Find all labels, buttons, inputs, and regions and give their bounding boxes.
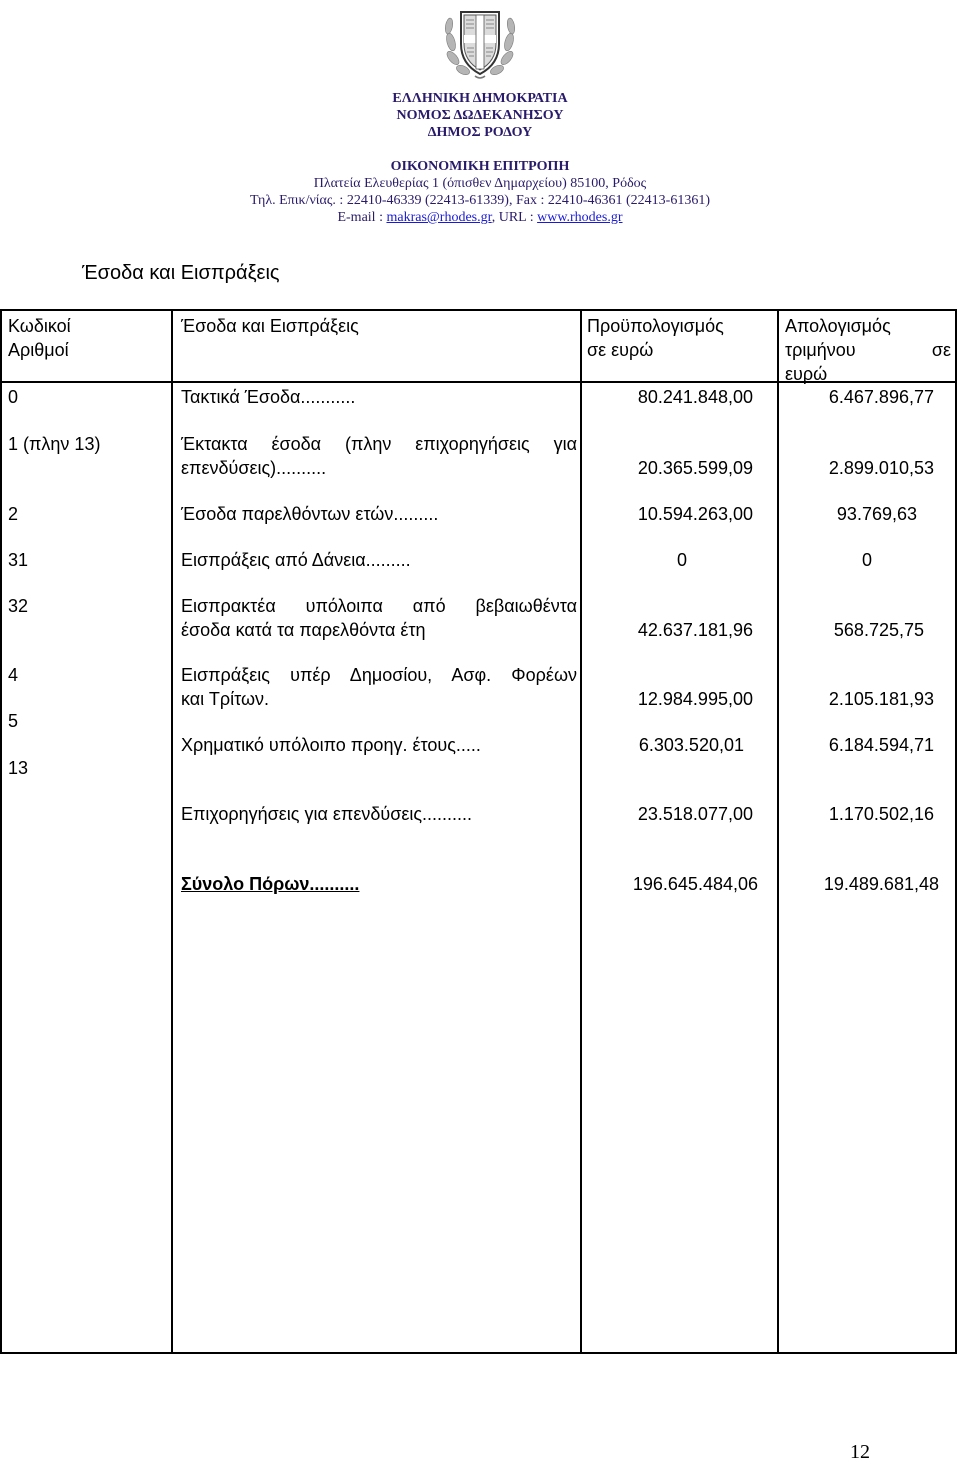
letterhead-address: Πλατεία Ελευθερίας 1 (όπισθεν Δημαρχείου) 85100, Ρόδος — [313, 176, 647, 191]
header-actual-word: τριμήνου — [785, 340, 856, 360]
row-description-line2: και Τρίτων. — [181, 689, 270, 709]
row-actual: 6.467.896,77 — [828, 387, 934, 407]
row-budget: 23.518.077,00 — [637, 804, 753, 824]
page-number: 12 — [850, 1441, 870, 1463]
url-label: , URL : — [491, 210, 538, 225]
header-actual-line1: Απολογισμός — [785, 316, 891, 336]
row-description-line2: επενδύσεις).......... — [181, 458, 327, 478]
row-description: Εισπράξεις από Δάνεια......... — [181, 550, 411, 570]
header-budget-line2: σε ευρώ — [587, 340, 654, 360]
row-budget: 80.241.848,00 — [637, 387, 753, 407]
header-budget — [587, 314, 773, 362]
row-budget: 20.365.599,09 — [637, 458, 753, 478]
row-code: 4 — [8, 665, 19, 685]
row-description: Χρηματικό υπόλοιπο προηγ. έτους..... — [181, 735, 481, 755]
row-description-line1: Εισπράξεις υπέρ Δημοσίου, Ασφ. Φορέων — [181, 665, 577, 685]
row-budget: 42.637.181,96 — [637, 620, 753, 640]
letterhead-prefecture: ΝΟΜΟΣ ΔΩΔΕΚΑΝΗΣΟΥ — [396, 108, 564, 123]
email-link[interactable]: makras@rhodes.gr — [386, 210, 492, 225]
table-top-border — [0, 309, 957, 311]
row-actual: 0 — [861, 550, 872, 570]
row-budget: 6.303.520,01 — [638, 735, 744, 755]
table-left-border — [0, 309, 2, 1354]
total-label: Σύνολο Πόρων.......... — [181, 874, 360, 894]
row-description-line1: Έκτακτα έσοδα (πλην επιχορηγήσεις για — [181, 434, 577, 454]
table-right-border — [955, 309, 957, 1354]
table-bottom-border — [0, 1352, 957, 1354]
row-budget: 10.594.263,00 — [637, 504, 753, 524]
letterhead-republic: ΕΛΛΗΝΙΚΗ ΔΗΜΟΚΡΑΤΙΑ — [392, 91, 568, 106]
row-code: 1 (πλην 13) — [8, 434, 101, 454]
row-actual: 1.170.502,16 — [828, 804, 934, 824]
section-title: Έσοδα και Εισπράξεις — [82, 262, 280, 284]
header-codes-line1: Κωδικοί — [8, 316, 71, 336]
column-divider — [171, 309, 173, 1354]
row-code: 31 — [8, 550, 29, 570]
column-divider — [777, 309, 779, 1354]
header-budget-line1: Προϋπολογισμός — [587, 316, 724, 336]
letterhead-phones: Τηλ. Επικ/νίας. : 22410-46339 (22413-61339), Fax : 22410-46361 (22413-61361) — [249, 193, 711, 208]
letterhead-committee: ΟΙΚΟΝΟΜΙΚΗ ΕΠΙΤΡΟΠΗ — [390, 159, 570, 174]
header-actual-line2 — [785, 338, 951, 362]
letterhead-contact — [0, 209, 960, 226]
header-actual — [785, 314, 951, 386]
row-budget: 0 — [676, 550, 687, 570]
row-code: 2 — [8, 504, 19, 524]
row-actual: 93.769,63 — [836, 504, 917, 524]
total-actual: 19.489.681,48 — [823, 874, 939, 894]
row-code: 32 — [8, 596, 29, 616]
row-budget: 12.984.995,00 — [637, 689, 753, 709]
row-description: Έσοδα παρελθόντων ετών......... — [181, 504, 439, 524]
total-budget: 196.645.484,06 — [632, 874, 758, 894]
header-actual-line3: ευρώ — [785, 364, 828, 384]
email-label: E-mail : — [337, 210, 387, 225]
row-description-line1: Εισπρακτέα υπόλοιπα από βεβαιωθέντα — [181, 596, 577, 616]
header-description: Έσοδα και Εισπράξεις — [181, 316, 359, 336]
column-divider — [580, 309, 582, 1354]
header-actual-word: σε — [931, 340, 951, 360]
row-code: 0 — [8, 387, 19, 407]
row-code: 13 — [8, 758, 29, 778]
row-actual: 2.899.010,53 — [828, 458, 934, 478]
greek-coat-of-arms-emblem — [439, 2, 521, 84]
website-link[interactable]: www.rhodes.gr — [537, 210, 623, 225]
header-codes-line2: Αριθμοί — [8, 340, 69, 360]
row-actual: 2.105.181,93 — [828, 689, 934, 709]
row-code: 5 — [8, 711, 19, 731]
letterhead-municipality: ΔΗΜΟΣ ΡΟΔΟΥ — [427, 125, 533, 140]
row-description: Επιχορηγήσεις για επενδύσεις.......... — [181, 804, 473, 824]
row-description: Τακτικά Έσοδα........... — [181, 387, 356, 407]
header-codes — [8, 314, 168, 362]
row-description-line2: έσοδα κατά τα παρελθόντα έτη — [181, 620, 426, 640]
row-actual: 6.184.594,71 — [828, 735, 934, 755]
row-actual: 568.725,75 — [833, 620, 924, 640]
